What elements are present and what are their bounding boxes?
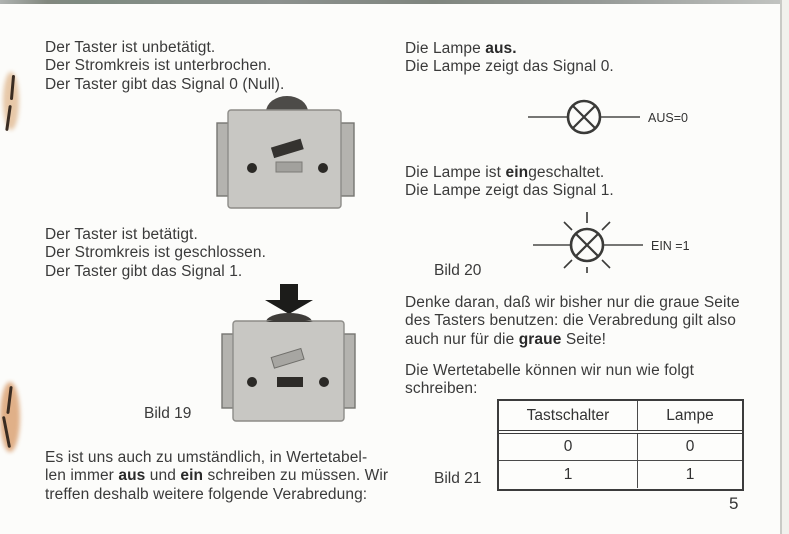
truth-table-row (499, 434, 742, 461)
text-line: Der Taster ist unbetätigt. (45, 39, 216, 56)
pushbutton-pressed-figure (218, 280, 358, 425)
screw (318, 163, 328, 173)
text-line: Der Stromkreis ist geschlossen. (45, 244, 267, 262)
text-segment: geschaltet. (528, 164, 605, 181)
truth-table-header-lampe: Lampe (666, 406, 714, 424)
text-line: treffen deshalb weitere folgende Verabredung: (45, 485, 368, 503)
pushbutton-unpressed-drawing (216, 87, 356, 219)
press-arrow-shaft (280, 284, 298, 300)
switch-body (233, 321, 344, 421)
text-line: schreiben: (405, 380, 478, 398)
scan-top-edge (0, 0, 789, 4)
text-segment: Seite! (561, 330, 607, 348)
pushbutton-pressed-drawing (218, 280, 358, 425)
text-line: Die Lampe zeigt das Signal 1. (405, 182, 614, 200)
ray-up-left (564, 222, 572, 230)
ray-down-left (564, 260, 572, 268)
truth-table-cell: 0 (499, 434, 638, 460)
press-arrow-head (265, 300, 313, 314)
paragraph-verabredung (45, 449, 388, 504)
text-line (405, 331, 740, 349)
lamp-on-label: EIN =1 (651, 239, 690, 253)
text-segment: auch nur für die (405, 330, 519, 348)
screw (319, 377, 329, 387)
bold-aus: aus. (485, 40, 517, 57)
text-line: des Tasters benutzen: die Verabredung gilt also (405, 312, 736, 330)
text-line: Der Taster gibt das Signal 0 (Null). (45, 75, 285, 93)
text-segment: Die Lampe ist (405, 164, 506, 181)
text-line: Denke daran, daß wir bisher nur die graue Seite (405, 294, 740, 311)
truth-table-row (499, 461, 742, 488)
ray-down-right (602, 260, 610, 268)
paragraph-taster-pressed (45, 226, 266, 281)
lamp-off-symbol (522, 96, 712, 140)
scan-right-paper-edge (782, 0, 789, 534)
truth-table-header-tastschalter: Tastschalter (499, 401, 638, 430)
bold-aus: aus (118, 467, 146, 485)
truth-table-header-row (499, 401, 742, 434)
contact-pad-light (276, 162, 302, 172)
figure20-caption: Bild 20 (434, 262, 482, 279)
text-segment: schreiben zu müssen. Wir (203, 467, 389, 485)
text-line (405, 164, 614, 182)
truth-table-cell: 0 (685, 438, 695, 455)
text-segment: len immer (45, 467, 119, 485)
paragraph-wertetabelle (405, 362, 694, 399)
bold-ein: ein (180, 467, 204, 485)
text-segment: Die Lampe (405, 40, 486, 57)
lamp-on-figure (520, 207, 730, 273)
truth-table-cell: 1 (685, 465, 695, 483)
switch-body (228, 110, 341, 208)
screw (247, 377, 257, 387)
figure19-caption: Bild 19 (144, 405, 192, 422)
paragraph-lampe-aus (405, 40, 614, 77)
figure21-caption: Bild 21 (434, 470, 482, 487)
paragraph-denke-daran (405, 294, 740, 349)
pushbutton-unpressed-figure (216, 87, 356, 219)
truth-table (497, 399, 744, 491)
text-line: Der Taster gibt das Signal 1. (45, 262, 243, 280)
screw (247, 163, 257, 173)
ray-up-right (602, 222, 610, 230)
text-line (405, 40, 614, 58)
paragraph-taster-unpressed (45, 39, 284, 94)
page-edge-line (780, 0, 782, 534)
paragraph-lampe-ein (405, 164, 614, 201)
lamp-on-symbol (520, 207, 730, 273)
text-line: Die Lampe zeigt das Signal 0. (405, 58, 614, 76)
page-number: 5 (729, 494, 739, 513)
bold-ein: ein (505, 164, 529, 181)
text-line: Der Stromkreis ist unterbrochen. (45, 57, 272, 75)
right-flange (340, 123, 354, 196)
text-line: Es ist uns auch zu umständlich, in Wertetabel- (45, 449, 368, 466)
lamp-off-figure (522, 96, 712, 140)
text-segment: und (145, 467, 181, 485)
truth-table-cell: 1 (499, 461, 638, 488)
contact-pad-dark (277, 377, 303, 387)
text-line (45, 467, 388, 485)
lamp-off-label: AUS=0 (648, 111, 688, 125)
text-line: Der Taster ist betätigt. (45, 226, 198, 243)
bold-graue: graue (518, 330, 562, 348)
text-line: Die Wertetabelle können wir nun wie folgt (405, 362, 694, 379)
